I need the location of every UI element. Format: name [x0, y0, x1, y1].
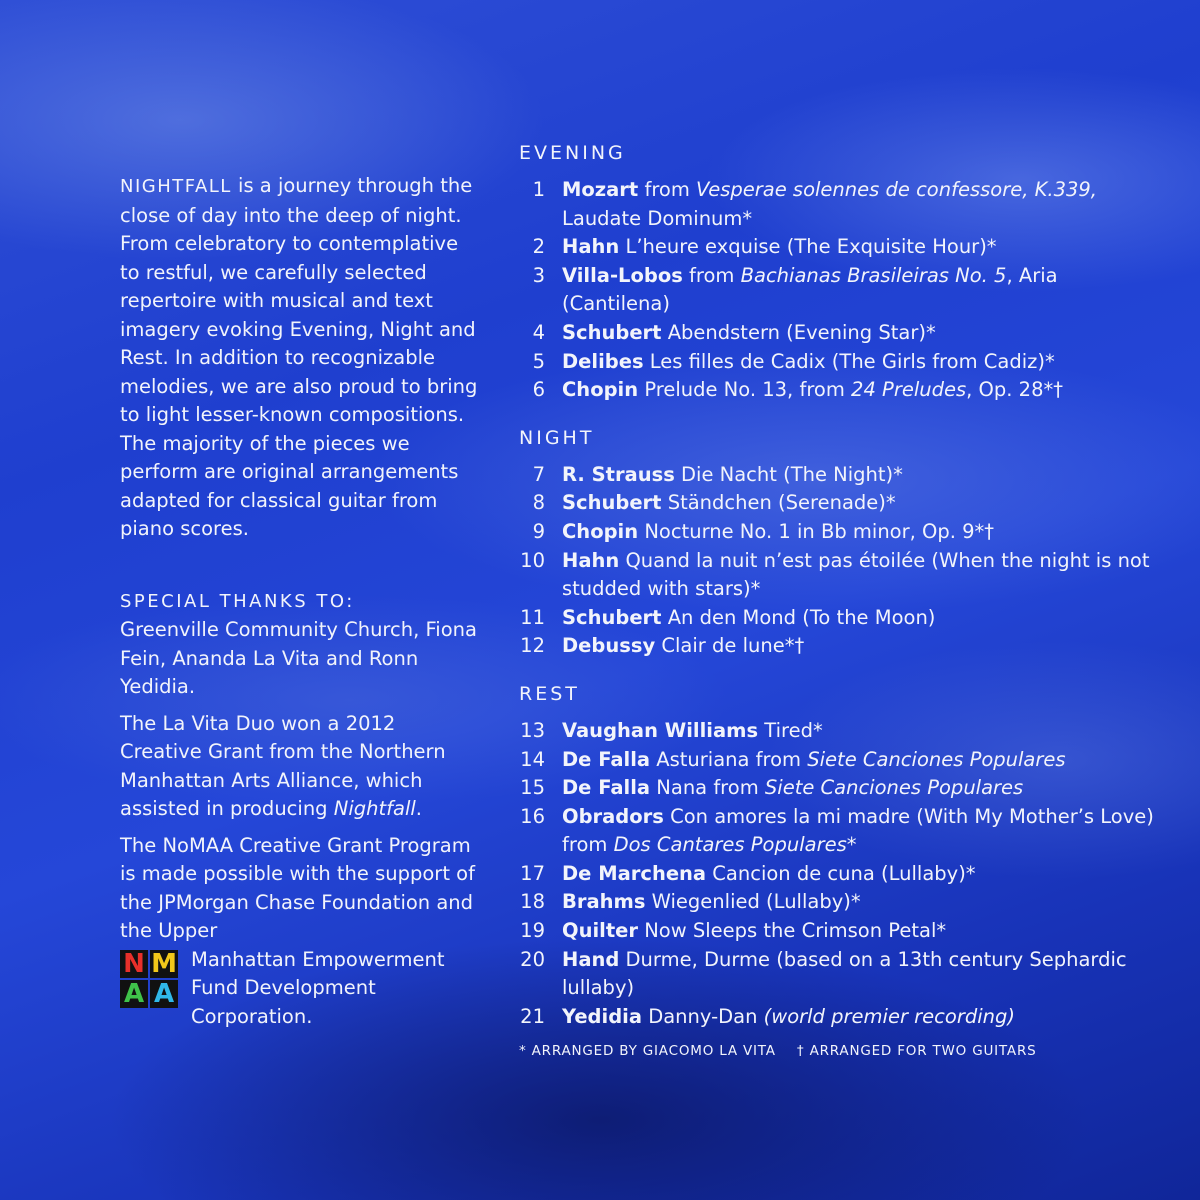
track-composer: R. Strauss [562, 462, 675, 486]
track-title-italic: Vesperae solennes de confessore, K.339, [696, 178, 1098, 201]
track-title: Tired* [758, 718, 823, 742]
grant-text: The La Vita Duo won a 2012 Creative Grant from the Northern Manhattan Arts Alliance, which assisted in producing [120, 711, 446, 820]
track-number: 13 [520, 718, 545, 742]
track-number: 7 [532, 462, 545, 486]
track-item [519, 348, 1159, 377]
track-title: Danny-Dan [642, 1004, 764, 1028]
track-composer: Brahms [562, 890, 646, 914]
track-composer: Debussy [562, 634, 656, 658]
track-title: from [638, 178, 697, 201]
track-item [519, 746, 1159, 775]
footnote-star: * ARRANGED BY GIACOMO LA VITA [519, 1043, 776, 1059]
track-number: 17 [520, 861, 545, 885]
section-title: REST [519, 682, 580, 705]
track-title-italic: Bachianas Brasileiras No. 5 [740, 263, 1007, 287]
track-body [562, 604, 1159, 633]
track-item [519, 489, 1159, 518]
grant-end: . [415, 797, 422, 820]
track-item [519, 888, 1159, 917]
special-thanks [120, 588, 480, 1032]
track-composer: Mozart [562, 178, 639, 201]
track-item [519, 461, 1159, 490]
thanks-heading: SPECIAL THANKS TO: [120, 590, 355, 612]
track-number: 8 [532, 491, 545, 515]
track-composer: Schubert [562, 491, 662, 515]
track-number: 9 [532, 519, 545, 543]
track-title-italic: 24 Preludes [851, 378, 967, 402]
track-body [562, 1003, 1159, 1032]
track-title-end: , Op. 28*† [966, 378, 1063, 402]
track-list [519, 138, 1159, 1049]
track-title-italic: Dos Cantares Populares [613, 833, 847, 857]
track-body [562, 632, 1159, 661]
track-number: 2 [532, 235, 545, 259]
logo-row [120, 946, 480, 1032]
track-number: 11 [520, 605, 545, 629]
track-body [562, 746, 1159, 775]
track-item [519, 1003, 1159, 1032]
track-composer: De Falla [562, 776, 651, 800]
track-composer: Quilter [562, 919, 638, 943]
section-night [519, 423, 1159, 661]
track-composer: Schubert [562, 320, 662, 344]
track-title: Ständchen (Serenade)* [661, 491, 896, 515]
track-body [562, 319, 1159, 348]
track-composer: Vaughan Williams [562, 718, 759, 742]
section-title: NIGHT [519, 426, 595, 449]
track-body [562, 803, 1159, 860]
track-number: 19 [520, 919, 545, 943]
track-item [519, 717, 1159, 746]
track-title-end: Laudate Dominum* [562, 206, 753, 230]
track-title: L’heure exquise (The Exquisite Hour)* [619, 235, 997, 259]
track-title-italic: (world premier recording) [763, 1004, 1015, 1028]
track-title: Die Nacht (The Night)* [674, 462, 903, 486]
track-composer: Hahn [562, 235, 620, 259]
footnotes [519, 1043, 1053, 1059]
track-number: 20 [520, 947, 545, 971]
track-item [519, 319, 1159, 348]
track-composer: Villa-Lobos [562, 263, 683, 287]
intro-text: is a journey through the close of day into the deep of night. From celebratory to contemplative to restful, we carefully selected repertoire with musical and text imagery evoking Evening, Night and Rest. In addition to recognizable melodies, we are also proud to bring to light lesser-known compositions. The majority of the pieces we perform are original arrangements adapted for classical guitar from piano scores. [120, 174, 478, 540]
track-number: 5 [532, 349, 545, 373]
track-title-italic: Siete Canciones Populares [807, 747, 1066, 771]
track-composer: De Falla [562, 747, 651, 771]
thanks-names: Greenville Community Church, Fiona Fein, Ananda La Vita and Ronn Yedidia. [120, 618, 477, 698]
left-column [120, 172, 480, 1031]
track-title: An den Mond (To the Moon) [661, 605, 936, 629]
track-number: 6 [532, 378, 545, 402]
program-paragraph-cont: Manhattan Empowerment Fund Development Corporation. [191, 947, 445, 1028]
track-number: 4 [532, 320, 545, 344]
track-item [519, 262, 1159, 319]
track-title: Les filles de Cadix (The Girls from Cadiz)* [643, 349, 1055, 373]
track-body [562, 946, 1159, 1003]
track-composer: Schubert [562, 605, 662, 629]
logo-letter: M [151, 948, 177, 979]
track-item [519, 233, 1159, 262]
logo-letter: A [150, 980, 178, 1008]
track-body [562, 717, 1159, 746]
track-body [562, 917, 1159, 946]
track-body [562, 348, 1159, 377]
track-title-italic: Siete Canciones Populares [764, 776, 1024, 800]
track-body [562, 547, 1159, 604]
track-title: Quand la nuit n’est pas étoilée (When the night is not studded with stars)* [562, 548, 1150, 601]
track-item [519, 604, 1159, 633]
track-number: 21 [520, 1004, 545, 1028]
grant-title: Nightfall [333, 797, 416, 820]
track-title: Abendstern (Evening Star)* [661, 320, 936, 344]
track-title: Durme, Durme (based on a 13th century Sephardic lullaby) [562, 947, 1127, 1000]
track-item [519, 803, 1159, 860]
track-title: Asturiana from [650, 747, 808, 771]
track-body [562, 461, 1159, 490]
track-composer: Hahn [562, 548, 620, 572]
track-body [562, 888, 1159, 917]
intro-paragraph [120, 172, 480, 544]
track-body [562, 262, 1159, 319]
track-item [519, 547, 1159, 604]
footnote-dagger: † ARRANGED FOR TWO GUITARS [796, 1043, 1037, 1059]
track-title: Con amores la mi madre (With My Mother’s Love) from [562, 804, 1154, 857]
track-number: 15 [520, 776, 545, 800]
track-composer: Chopin [562, 378, 639, 402]
track-title: from [682, 263, 741, 287]
track-item [519, 518, 1159, 547]
track-body [562, 376, 1159, 405]
intro-lead: NIGHTFALL [120, 176, 232, 197]
track-body [562, 518, 1159, 547]
track-body [562, 176, 1159, 233]
track-item [519, 376, 1159, 405]
track-body [562, 774, 1159, 803]
track-title: Wiegenlied (Lullaby)* [645, 890, 861, 914]
section-title: EVENING [519, 142, 626, 164]
track-item [519, 860, 1159, 889]
track-body [562, 860, 1159, 889]
track-item [519, 176, 1159, 233]
track-number: 3 [532, 263, 545, 287]
track-title: Nana from [650, 776, 765, 800]
track-number: 16 [520, 804, 545, 828]
track-item [519, 632, 1159, 661]
track-title: Nocturne No. 1 in Bb minor, Op. 9*† [638, 519, 995, 543]
track-composer: De Marchena [562, 861, 707, 885]
track-title-end: * [846, 833, 857, 857]
track-number: 14 [520, 747, 545, 771]
section-evening [519, 138, 1159, 405]
track-composer: Chopin [562, 519, 639, 543]
track-item [519, 946, 1159, 1003]
track-item [519, 774, 1159, 803]
track-body [562, 233, 1159, 262]
grant-paragraph [120, 710, 480, 824]
logo-letter: N [120, 950, 148, 978]
nomaa-logo [120, 950, 178, 1008]
logo-letter: A [120, 980, 148, 1008]
track-title: Now Sleeps the Crimson Petal* [638, 919, 947, 943]
track-number: 12 [520, 634, 545, 658]
section-rest [519, 679, 1159, 1032]
track-body [562, 489, 1159, 518]
track-item [519, 917, 1159, 946]
track-composer: Obradors [562, 804, 664, 828]
track-composer: Yedidia [562, 1004, 642, 1028]
track-number: 1 [532, 178, 545, 201]
track-number: 10 [520, 548, 545, 572]
track-title-end: , Aria (Cantilena) [562, 263, 1058, 316]
track-composer: Delibes [562, 349, 644, 373]
program-paragraph: The NoMAA Creative Grant Program is made possible with the support of the JPMorgan Chase Foundation and the Upper [120, 833, 475, 942]
track-number: 18 [520, 890, 545, 914]
track-title: Cancion de cuna (Lullaby)* [706, 861, 976, 885]
track-title: Clair de lune*† [655, 634, 805, 658]
track-composer: Hand [562, 947, 620, 971]
track-title: Prelude No. 13, from [638, 378, 852, 402]
